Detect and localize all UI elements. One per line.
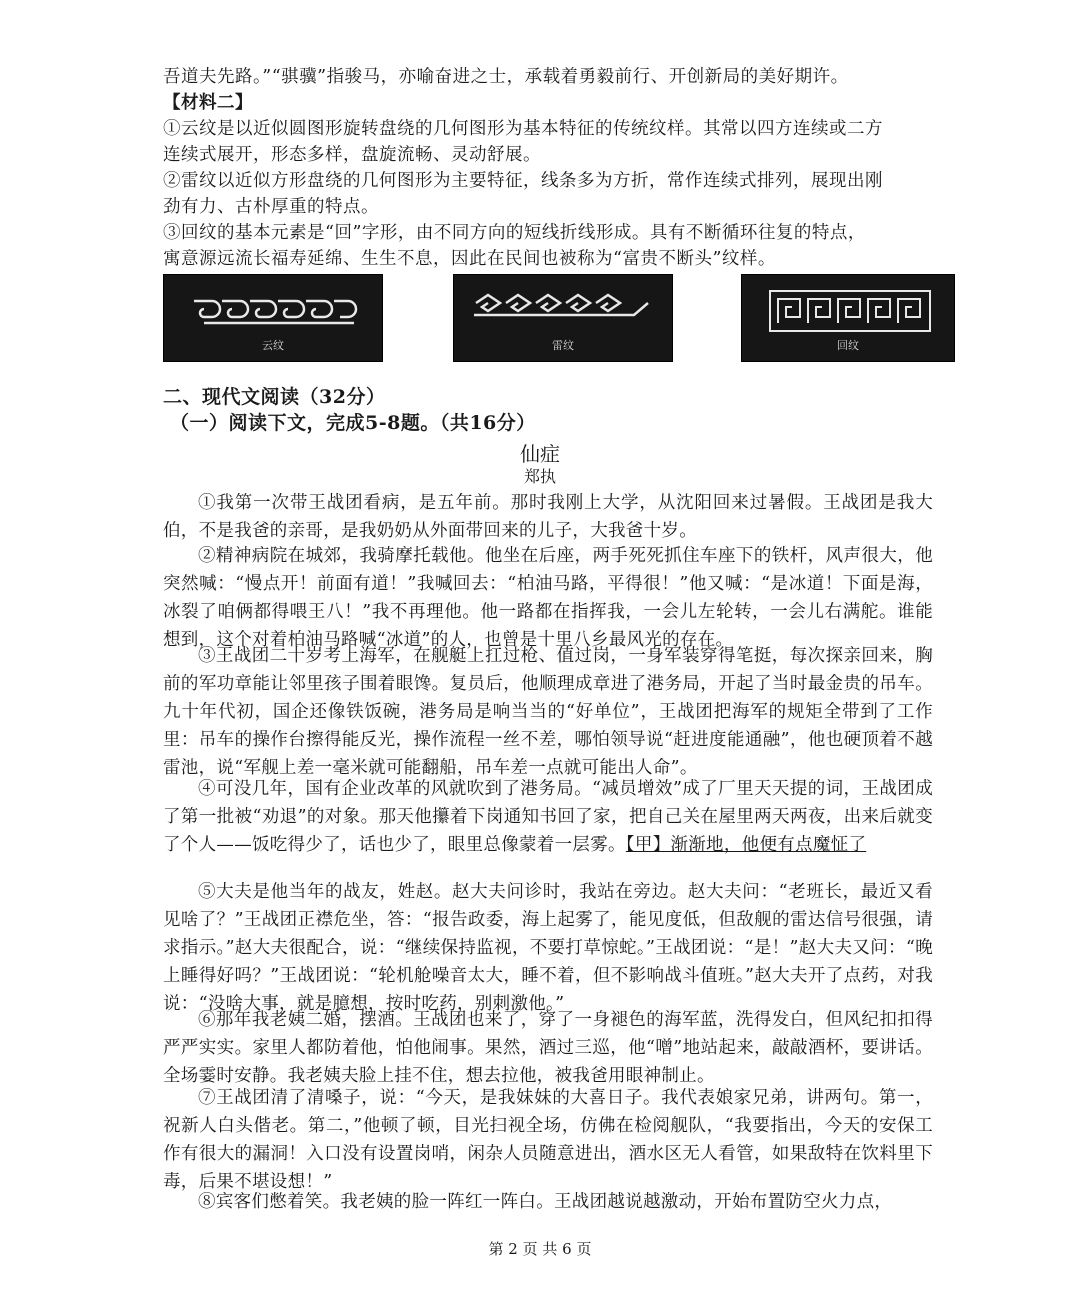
paragraph-4 xyxy=(163,775,933,859)
paragraph-2: ②精神病院在城郊，我骑摩托载他。他坐在后座，两手死死抓住车座下的铁杆，风声很大，他突然喊：“慢点开！前面有道！”我喊回去：“柏油马路，平得很！”他又喊：“是冰道！下面是海，冰裂了咱俩都得喂王八！”我不再理他。他一路都在指挥我，一会儿左轮转，一会儿右满舵。谁能想到，这个对着柏油马路喊“冰道”的人，也曾是十里八乡最风光的存在。 xyxy=(163,546,933,650)
paragraph-4-text: ④可没几年，国有企业改革的风就吹到了港务局。“减员增效”成了厂里天天提的词，王战团成了第一批被“劝退”的对象。那天他攥着下岗通知书回了家，把自己关在屋里两天两夜，出来后就变了个人——饭吃得少了，话也少了，眼里总像蒙着一层雾。 xyxy=(163,779,933,855)
text-line: ②雷纹以近似方形盘绕的几何图形为主要特征，线条多为方折，常作连续式排列，展现出刚 xyxy=(163,171,883,191)
subsection-heading: （一）阅读下文，完成5-8题。（共16分） xyxy=(170,412,536,434)
return-pattern-figure xyxy=(741,274,955,362)
figure-caption: 回纹 xyxy=(837,339,859,352)
text-line: 寓意源远流长福寿延绵、生生不息，因此在民间也被称为“富贵不断头”纹样。 xyxy=(163,249,776,269)
figure-caption: 雷纹 xyxy=(552,339,574,352)
article-author: 郑执 xyxy=(523,467,556,486)
marked-sentence-jia: 【甲】渐渐地，他便有点魔怔了 xyxy=(625,835,867,855)
paragraph-1: ①我第一次带王战团看病，是五年前。那时我刚上大学，从沈阳回来过暑假。王战团是我大伯，不是我爸的亲哥，是我奶奶从外面带回来的儿子，大我爸十岁。 xyxy=(163,493,933,541)
material-heading: 【材料二】 xyxy=(163,93,253,113)
paragraph-8: ⑧宾客们憋着笑。我老姨的脸一阵红一阵白。王战团越说越激动，开始布置防空火力点， xyxy=(198,1192,893,1212)
figure-caption: 云纹 xyxy=(262,339,284,352)
thunder-pattern-figure xyxy=(453,274,673,362)
article-title: 仙症 xyxy=(520,442,560,466)
section-heading: 二、现代文阅读（32分） xyxy=(163,386,386,408)
paragraph-6: ⑥那年我老姨二婚，摆酒。王战团也来了，穿了一身褪色的海军蓝，洗得发白，但风纪扣扣得严严实实。家里人都防着他，怕他闹事。果然，酒过三巡，他“噌”地站起来，敲敲酒杯，要讲话。全场霎时安静。我老姨夫脸上挂不住，想去拉他，被我爸用眼神制止。 xyxy=(163,1010,933,1086)
text-line: 连续式展开，形态多样，盘旋流畅、灵动舒展。 xyxy=(163,145,541,165)
text-line: ①云纹是以近似圆图形旋转盘绕的几何图形为基本特征的传统纹样。其常以四方连续或二方 xyxy=(163,119,883,139)
paragraph-3: ③王战团二十岁考上海军，在舰艇上扛过枪、值过岗，一身军装穿得笔挺，每次探亲回来，胸前的军功章能让邻里孩子围着眼馋。复员后，他顺理成章进了港务局，开起了当时最金贵的吊车。九十年代初，国企还像铁饭碗，港务局是响当当的“好单位”，王战团把海军的规矩全带到了工作里：吊车的操作台擦得能反光，操作流程一丝不差，哪怕领导说“赶进度能通融”，他也硬顶着不越雷池，说“军舰上差一毫米就可能翻船，吊车差一点就可能出人命”。 xyxy=(163,646,933,778)
page-number: 第 2 页 共 6 页 xyxy=(488,1240,592,1258)
cloud-pattern-figure xyxy=(163,274,383,362)
text-line: 劲有力、古朴厚重的特点。 xyxy=(163,197,379,217)
text-line: 吾道夫先路。”“骐骥”指骏马，亦喻奋进之士，承载着勇毅前行、开创新局的美好期许。 xyxy=(163,67,849,87)
paragraph-7: ⑦王战团清了清嗓子，说：“今天，是我妹妹的大喜日子。我代表娘家兄弟，讲两句。第一，祝新人白头偕老。第二，”他顿了顿，目光扫视全场，仿佛在检阅舰队，“我要指出，今天的安保工作有很大的漏洞！入口没有设置岗哨，闲杂人员随意进出，酒水区无人看管，如果敌特在饮料里下毒，后果不堪设想！” xyxy=(163,1088,933,1192)
paragraph-5: ⑤大夫是他当年的战友，姓赵。赵大夫问诊时，我站在旁边。赵大夫问：“老班长，最近又看见啥了？”王战团正襟危坐，答：“报告政委，海上起雾了，能见度低，但敌舰的雷达信号很强，请求指示。”赵大夫很配合，说：“继续保持监视，不要打草惊蛇。”王战团说：“是！”赵大夫又问：“晚上睡得好吗？”王战团说：“轮机舱噪音太大，睡不着，但不影响战斗值班。”赵大夫开了点药，对我说：“没啥大事，就是臆想，按时吃药，别刺激他。” xyxy=(163,882,933,1014)
text-line: ③回纹的基本元素是“回”字形，由不同方向的短线折线形成。具有不断循环往复的特点， xyxy=(163,223,866,243)
